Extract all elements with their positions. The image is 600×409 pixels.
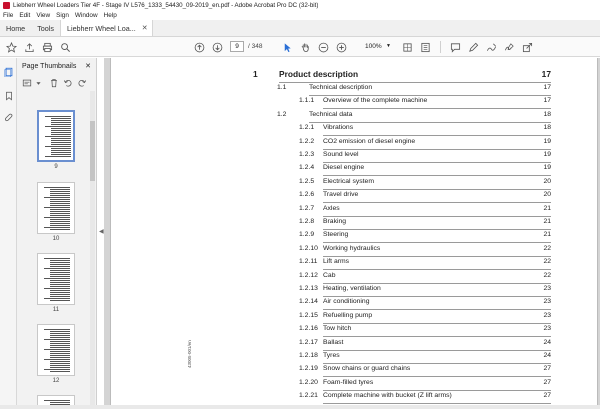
menu-edit[interactable]: Edit <box>19 11 31 19</box>
thumbnail-text-line <box>45 146 71 147</box>
toc-entry-title: Technical description <box>309 84 373 91</box>
thumbnail-text-line <box>51 144 71 145</box>
thumbnail-label: 9 <box>54 164 58 170</box>
thumbnail-text-line <box>45 116 71 117</box>
thumbnail-text-line <box>44 217 70 218</box>
toc-entry-title: Electrical system <box>323 177 374 185</box>
thumbnail-text-line <box>50 337 70 338</box>
menu-bar <box>0 10 600 20</box>
fit-page-icon[interactable] <box>400 40 414 54</box>
toc-entry-number: 1.2.20 <box>299 378 318 386</box>
thumbnail-text-line <box>50 345 70 346</box>
thumbnail-text-line <box>50 347 70 348</box>
toc-entry-underline <box>309 95 551 96</box>
toc-entry[interactable] <box>271 339 551 351</box>
toc-entry-title: Sound level <box>323 151 359 158</box>
thumbnail-text-line <box>51 128 71 129</box>
thumbnail-text-line <box>50 367 70 368</box>
thumbnail-text-line <box>50 333 70 334</box>
thumbnail-text-line <box>51 124 71 125</box>
toc-entry-number: 1.2.7 <box>299 204 315 212</box>
page-thumbnail[interactable] <box>37 253 75 305</box>
thumbnail-text-line <box>50 213 70 214</box>
thumbnail-text-line <box>44 369 70 370</box>
toc-entry[interactable] <box>271 245 551 257</box>
upload-icon[interactable] <box>22 40 36 54</box>
thumbnail-text-line <box>50 219 70 220</box>
toc-entry-title: Foam-filled tyres <box>323 378 374 386</box>
toc-entry-page: 19 <box>543 151 551 158</box>
page-thumbnails-panel <box>17 58 97 409</box>
toc-entry-title: Axles <box>323 204 340 212</box>
toc-entry-page: 23 <box>543 311 551 319</box>
toc-entry-underline <box>323 256 551 257</box>
bookmarks-icon[interactable] <box>3 90 14 101</box>
select-cursor-icon[interactable] <box>280 40 294 54</box>
toc-entry-title: Refuelling pump <box>323 311 373 319</box>
toc-entry-page: 20 <box>543 177 551 185</box>
rotate-right-icon[interactable] <box>77 78 87 88</box>
thumbnail-text-line <box>50 361 70 362</box>
toc-entry-underline <box>323 350 551 351</box>
zoom-level-value: 100% <box>365 43 382 50</box>
hand-tool-icon[interactable] <box>298 40 312 54</box>
toc-entry-number: 1.2.17 <box>299 338 318 346</box>
thumbnail-text-line <box>44 278 70 279</box>
thumbnail-text-line <box>50 300 70 301</box>
toc-entry-underline <box>323 376 551 377</box>
toc-entry-number: 1.2 <box>277 110 287 118</box>
toc-entry-underline <box>323 229 551 230</box>
thumbnail-text-line <box>51 154 71 155</box>
toc-entry[interactable] <box>271 111 551 123</box>
thumbnail-text-line <box>50 292 70 293</box>
status-bar <box>0 405 600 409</box>
print-icon[interactable] <box>40 40 54 54</box>
toc-entry-title: Tow hitch <box>323 325 352 333</box>
toc-entry-number: 1.2.12 <box>299 271 318 279</box>
thumbnail-text-line <box>50 365 70 366</box>
panel-scrollbar[interactable] <box>90 91 95 407</box>
toc-entry-underline <box>279 82 551 83</box>
toc-entry-title: Product description <box>279 69 359 79</box>
toc-entry-number: 1.2.10 <box>299 244 318 252</box>
zoom-out-icon[interactable] <box>316 40 330 54</box>
thumbnail-text-line <box>50 225 70 226</box>
toc-entry[interactable] <box>271 392 551 404</box>
thumbnail-text-line <box>45 156 71 157</box>
toc-entry-page: 24 <box>543 338 551 346</box>
toc-entry-page: 20 <box>543 191 551 199</box>
thumbnail-text-line <box>51 122 71 123</box>
document-area[interactable] <box>104 58 600 409</box>
toc-entry-page: 22 <box>543 258 551 266</box>
scrollbar-thumb[interactable] <box>90 121 95 181</box>
thumbnail-text-line <box>50 282 70 283</box>
toc-entry-page: 21 <box>543 204 551 212</box>
toc-entry-title: Technical data <box>309 110 353 118</box>
toc-entry-underline <box>323 309 551 310</box>
thumbnail-text-line <box>51 118 71 119</box>
thumbnail-text-line <box>50 191 70 192</box>
thumbnail-text-line <box>50 221 70 222</box>
toc-entry-underline <box>323 135 551 136</box>
toc-entry-title: Cab <box>323 271 336 279</box>
toc-entry[interactable] <box>271 231 551 243</box>
thumbnail-text-line <box>51 134 71 135</box>
toc-entry-underline <box>323 202 551 203</box>
thumbnail-text-line <box>50 203 70 204</box>
thumbnail-text-line <box>50 296 70 297</box>
toc-entry[interactable] <box>271 178 551 190</box>
thumbnail-text-line <box>50 229 70 230</box>
thumbnail-text-line <box>50 351 70 352</box>
thumbnail-text-line <box>45 136 71 137</box>
thumbnail-text-line <box>44 288 70 289</box>
toc-entry-underline <box>323 189 551 190</box>
toc-entry-number: 1.2.9 <box>299 231 315 239</box>
toc-entry-underline <box>323 242 551 243</box>
toc-entry[interactable] <box>271 365 551 377</box>
toc-entry-underline <box>323 108 551 109</box>
thumbnail-label: 10 <box>52 236 60 242</box>
thumbnail-text-line <box>50 286 70 287</box>
thumbnail-text-line <box>51 150 71 151</box>
toc-entry-page: 24 <box>543 352 551 359</box>
thumbnail-text-line <box>51 152 71 153</box>
toc-entry-number: 1.2.5 <box>299 177 315 185</box>
thumbnail-text-line <box>44 400 70 401</box>
toc-entry[interactable] <box>271 258 551 270</box>
toc-entry-page: 17 <box>541 69 551 79</box>
toc-entry-title: Travel drive <box>323 191 359 199</box>
zoom-level-select[interactable] <box>361 41 393 52</box>
toc-entry[interactable] <box>271 138 551 150</box>
thumbnail-text-line <box>44 187 70 188</box>
thumbnail-text-line <box>44 329 70 330</box>
thumbnail-text-line <box>50 331 70 332</box>
toc-entry-underline <box>323 336 551 337</box>
toc-entry-title: Tyres <box>323 352 340 359</box>
next-page-icon[interactable] <box>210 40 224 54</box>
thumbnail-text-line <box>50 353 70 354</box>
toc-entry-underline <box>323 283 551 284</box>
delete-page-icon[interactable] <box>49 78 59 88</box>
thumbnail-text-line <box>45 126 71 127</box>
thumbnail-text-line <box>50 211 70 212</box>
toc-entry-page: 21 <box>543 231 551 239</box>
toc-entry-number: 1.2.21 <box>299 392 318 400</box>
tab-document-label: Liebherr Wheel Loa... <box>66 23 136 33</box>
toc-entry-page: 17 <box>543 97 551 105</box>
thumbnail-text-line <box>50 209 70 210</box>
toc-entry[interactable] <box>271 151 551 163</box>
toc-entry-page: 27 <box>543 392 551 400</box>
toc-entry[interactable] <box>271 97 551 109</box>
menu-view[interactable]: View <box>36 11 51 19</box>
toc-entry-number: 1.2.18 <box>299 352 318 359</box>
options-dropdown-icon[interactable] <box>36 78 41 88</box>
thumbnail-text-line <box>51 130 71 131</box>
thumbnail-text-line <box>50 341 70 342</box>
thumbnail-text-line <box>44 207 70 208</box>
toc-entry-title: Braking <box>323 218 347 225</box>
toc-entry-number: 1.1 <box>277 84 287 91</box>
toc-entry-title: Vibrations <box>323 124 354 132</box>
thumbnail-label: 11 <box>52 307 60 313</box>
bookmark-star-icon[interactable] <box>4 40 18 54</box>
page-thumbnails-icon[interactable] <box>3 66 14 77</box>
toc-entry-underline <box>323 149 551 150</box>
thumbnail-text-line <box>51 120 71 121</box>
toc-entry-title: Ballast <box>323 338 344 346</box>
toc-entry[interactable] <box>271 272 551 284</box>
thumbnail-text-line <box>51 132 71 133</box>
pdf-page <box>110 58 598 409</box>
toc-entry[interactable] <box>271 124 551 136</box>
toc-entry[interactable] <box>271 379 551 391</box>
toc-entry-title: Heating, ventilation <box>323 285 381 292</box>
menu-file[interactable]: File <box>3 11 14 19</box>
thumbnail-text-line <box>50 205 70 206</box>
toc-entry-page: 23 <box>543 285 551 292</box>
menu-window[interactable]: Window <box>74 11 98 19</box>
thumbnail-text-line <box>50 294 70 295</box>
toc-entry-page: 21 <box>543 218 551 225</box>
thumbnail-text-line <box>50 189 70 190</box>
acrobat-logo-icon <box>3 2 10 9</box>
toc-entry-number: 1.2.1 <box>299 124 315 132</box>
toc-entry-number: 1.2.15 <box>299 311 318 319</box>
toc-entry-number: 1.2.11 <box>299 258 318 266</box>
toc-entry-underline <box>323 390 551 391</box>
toc-entry-page: 17 <box>543 84 551 91</box>
tab-document[interactable] <box>60 20 153 36</box>
panel-toolbar <box>17 76 97 90</box>
thumbnail-text-line <box>44 268 70 269</box>
thumbnail-text-line <box>50 199 70 200</box>
thumbnail-text-line <box>50 290 70 291</box>
toc-entry-title: Air conditioning <box>323 298 370 306</box>
toc-entry-page: 27 <box>543 365 551 373</box>
toc-entry-underline <box>323 363 551 364</box>
toc-entry-title: CO2 emission of diesel engine <box>323 137 416 145</box>
page-number-input[interactable]: 9 <box>230 41 244 52</box>
thumbnail-text-line <box>44 298 70 299</box>
thumbnail-options-icon[interactable] <box>22 78 32 88</box>
toc-entry-title: Overview of the complete machine <box>323 97 428 105</box>
thumbnail-text-line <box>50 276 70 277</box>
collapse-panel-icon[interactable]: ◀ <box>99 229 104 235</box>
window-title: Liebherr Wheel Loaders Tier 4F - Stage IV L576_1333_54430_09-2019_en.pdf - Adobe Acrobat Pro DC (32-bit) <box>13 1 319 9</box>
toc-entry-page: 22 <box>543 271 551 279</box>
toc-entry-title: Complete machine with bucket (Z lift arms) <box>323 392 452 400</box>
toc-entry-underline <box>309 122 551 123</box>
close-icon[interactable]: ✕ <box>141 25 148 32</box>
toc-entry-underline <box>323 216 551 217</box>
previous-page-icon[interactable] <box>192 40 206 54</box>
toc-entry-number: 1.2.19 <box>299 365 318 373</box>
toc-entry[interactable] <box>271 352 551 364</box>
toc-entry-number: 1.2.13 <box>299 285 318 292</box>
toc-entry[interactable] <box>271 325 551 337</box>
thumbnail-text-line <box>50 266 70 267</box>
tab-home[interactable]: Home <box>6 23 26 33</box>
toc-entry-number: 1.2.3 <box>299 151 315 158</box>
close-panel-icon[interactable]: ✕ <box>85 63 91 70</box>
toc-entry-page: 23 <box>543 298 551 306</box>
thumbnail-text-line <box>50 363 70 364</box>
toc-entry-title: Lift arms <box>323 258 350 266</box>
thumbnail-text-line <box>51 138 71 139</box>
highlight-pen-icon[interactable] <box>466 40 480 54</box>
thumbnail-text-line <box>44 227 70 228</box>
rotate-left-icon[interactable] <box>63 78 73 88</box>
page-thumbnail[interactable] <box>37 110 75 162</box>
thumbnail-text-line <box>50 355 70 356</box>
share-icon[interactable] <box>520 40 534 54</box>
toc-entry-underline <box>323 175 551 176</box>
toc-entry-title: Snow chains or guard chains <box>323 365 411 373</box>
thumbnail-text-line <box>50 402 70 403</box>
toc-entry-number: 1.2.8 <box>299 218 315 225</box>
toc-entry-underline <box>323 269 551 270</box>
thumbnail-text-line <box>51 142 71 143</box>
tab-tools[interactable]: Tools <box>37 23 54 33</box>
toc-entry-title: Steering <box>323 231 349 239</box>
toc-entry[interactable] <box>271 191 551 203</box>
menu-help[interactable]: Help <box>103 11 117 19</box>
tab-bar <box>0 20 600 37</box>
thumbnail-text-line <box>51 148 71 149</box>
thumbnail-text-line <box>44 339 70 340</box>
toc-entry[interactable] <box>271 164 551 176</box>
draw-icon[interactable] <box>484 40 498 54</box>
thumbnail-text-line <box>50 260 70 261</box>
thumbnail-text-line <box>50 357 70 358</box>
thumbnail-text-line <box>50 270 70 271</box>
page-thumbnail[interactable] <box>37 324 75 376</box>
thumbnail-text-line <box>44 258 70 259</box>
toc-entry-underline <box>323 323 551 324</box>
thumbnail-text-line <box>50 272 70 273</box>
toc-entry[interactable] <box>271 205 551 217</box>
thumbnail-text-line <box>50 215 70 216</box>
toc-entry-title: Working hydraulics <box>323 244 381 252</box>
toc-entry-number: 1 <box>253 69 258 79</box>
attachments-icon[interactable] <box>3 112 14 123</box>
document-side-code: 43005-001/en <box>187 340 192 368</box>
toc-entry-page: 22 <box>543 244 551 252</box>
page-total: / 348 <box>248 43 263 50</box>
search-icon[interactable] <box>58 40 72 54</box>
toc-entry[interactable] <box>271 285 551 297</box>
zoom-in-icon[interactable] <box>334 40 348 54</box>
toc-entry-page: 18 <box>543 124 551 132</box>
toc-entry-underline <box>323 296 551 297</box>
thumbnail-text-line <box>50 201 70 202</box>
toc-entry[interactable] <box>253 69 551 83</box>
thumbnail-text-line <box>50 371 70 372</box>
thumbnail-text-line <box>50 193 70 194</box>
thumbnail-text-line <box>50 195 70 196</box>
thumbnail-text-line <box>50 343 70 344</box>
thumbnail-text-line <box>50 223 70 224</box>
sign-icon[interactable] <box>502 40 516 54</box>
toc-entry-number: 1.1.1 <box>299 97 315 105</box>
thumbnail-text-line <box>50 274 70 275</box>
thumbnail-text-line <box>50 262 70 263</box>
toc-entry-page: 27 <box>543 378 551 386</box>
thumbnail-text-line <box>50 280 70 281</box>
toc-entry-number: 1.2.16 <box>299 325 318 333</box>
panel-title: Page Thumbnails <box>22 62 77 70</box>
thumbnail-text-line <box>44 359 70 360</box>
navigation-rail <box>0 58 17 409</box>
toc-entry[interactable] <box>271 312 551 324</box>
toc-entry-page: 18 <box>543 110 551 118</box>
toc-entry-number: 1.2.4 <box>299 164 315 172</box>
page-thumbnail[interactable] <box>37 182 75 234</box>
toc-entry-page: 19 <box>543 164 551 172</box>
thumbnail-text-line <box>44 349 70 350</box>
toc-entry[interactable] <box>271 84 551 96</box>
main-toolbar <box>0 37 600 57</box>
toolbar-separator <box>440 41 441 53</box>
thumbnail-text-line <box>50 264 70 265</box>
panel-header <box>17 58 97 74</box>
thumbnail-text-line <box>44 197 70 198</box>
thumbnail-label: 12 <box>52 378 60 384</box>
thumbnail-text-line <box>50 284 70 285</box>
comment-icon[interactable] <box>448 40 462 54</box>
scroll-mode-icon[interactable] <box>418 40 432 54</box>
thumbnail-text-line <box>51 140 71 141</box>
toc-entry-page: 19 <box>543 137 551 145</box>
toc-entry[interactable] <box>271 298 551 310</box>
toc-entry-underline <box>323 162 551 163</box>
toc-entry-number: 1.2.2 <box>299 137 315 145</box>
toc-entry-number: 1.2.6 <box>299 191 315 199</box>
toc-entry-number: 1.2.14 <box>299 298 318 306</box>
toc-entry-title: Diesel engine <box>323 164 365 172</box>
toc-entry[interactable] <box>271 218 551 230</box>
toc-entry-page: 23 <box>543 325 551 333</box>
chevron-down-icon: ▼ <box>386 43 391 49</box>
thumbnail-text-line <box>50 335 70 336</box>
title-bar <box>0 0 600 10</box>
menu-sign[interactable]: Sign <box>56 11 69 19</box>
